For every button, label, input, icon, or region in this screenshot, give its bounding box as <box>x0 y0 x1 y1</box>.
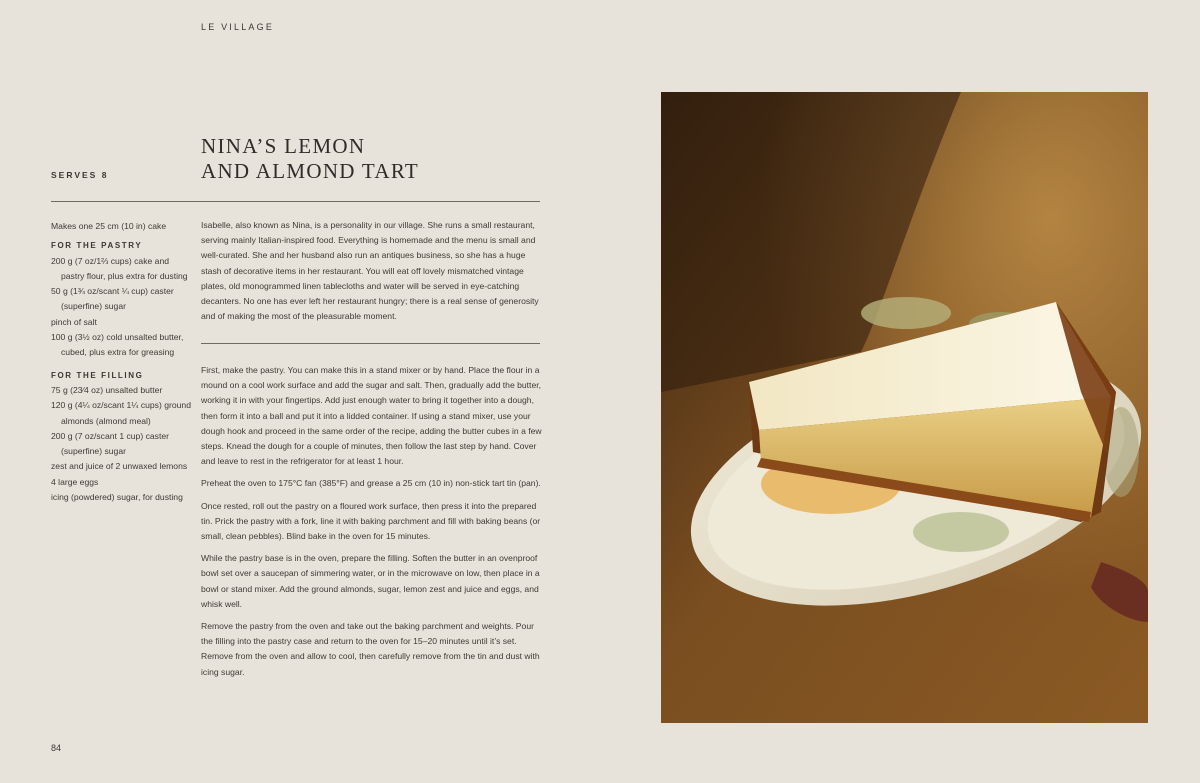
ingredient-item: 75 g (23⁄4 oz) unsalted butter <box>51 384 163 395</box>
method-step: First, make the pastry. You can make this in a stand mixer or by hand. Place the flour in a mound on a cool work surface and add the sugar and salt. Then, gradually add the butter, working it in with your fingertips. Add just enough water to bring it together into a dough, then form it into a ball and put it into a lidded container. If using a stand mixer, use your dough hook and proceed in the same order of the recipe, adding the butter cubes in a few steps. Knead the dough for a couple of minutes, then follow the last step by hand. Cover and leave to rest in the refrigerator for at least 1 hour. <box>201 365 542 467</box>
ingredient-item: 100 g (3½ oz) cold unsalted butter, cubed, plus extra for greasing <box>51 332 184 358</box>
intro-divider <box>201 343 540 344</box>
yield-text: Makes one 25 cm (10 in) cake <box>51 221 167 231</box>
ingredients-column <box>51 219 191 505</box>
recipe-title <box>201 134 419 184</box>
filling-heading: FOR THE FILLING <box>51 370 144 380</box>
page-number: 84 <box>51 743 62 753</box>
ingredient-item: pinch of salt <box>51 316 97 327</box>
method-step: While the pastry base is in the oven, prepare the filling. Soften the butter in an ovenproof bowl set over a saucepan of simmering water, or in the microwave on low, then place in a bowl or stand mixer. Add the ground almonds, sugar, lemon zest and juice and eggs, and whisk well. <box>201 553 540 609</box>
recipe-title-line-2: AND ALMOND TART <box>201 159 420 183</box>
ingredient-item: 200 g (7 oz/1⅔ cups) cake and pastry flour, plus extra for dusting <box>51 255 188 281</box>
intro-paragraph: Isabelle, also known as Nina, is a personality in our village. She runs a small restaurant, serving mainly Italian-inspired food. Everything is homemade and the menu is small and well-curated. She and her husband also run an antiques business, so she has a huge stash of decorative items in her restaurant. You will eat off lovely mismatched vintage plates, old monogrammed linen tablecloths and water will be served in eye-catching decanters. No one has ever left her restaurant hungry; there is a real sense of generosity and of making the most of the pleasurable moment. <box>201 220 539 322</box>
ingredient-item: 50 g (1¾ oz/scant ¼ cup) caster (superfine) sugar <box>51 286 174 312</box>
recipe-title-line-1: NINA’S LEMON <box>201 134 366 158</box>
ingredient-item: icing (powdered) sugar, for dusting <box>51 492 183 503</box>
ingredient-item: 200 g (7 oz/scant 1 cup) caster (superfine) sugar <box>51 430 169 457</box>
running-head: LE VILLAGE <box>201 22 275 32</box>
ingredient-item: 4 large eggs <box>51 476 99 487</box>
serves-label: SERVES 8 <box>51 170 109 180</box>
ingredient-item: 120 g (4¼ oz/scant 1¼ cups) ground almonds (almond meal) <box>51 400 191 426</box>
method-step: Once rested, roll out the pastry on a floured work surface, then press it into the prepared tin. Prick the pastry with a fork, line it with baking parchment and fill with baking beans (or small, clean pebbles). Blind bake in the oven for 15 minutes. <box>201 500 541 542</box>
method-step: Remove the pastry from the oven and take out the baking parchment and weights. Pour the filling into the pastry case and return to the oven for 15–20 minutes until it’s set. Remove from the oven and allow to cool, then carefully remove from the tin and dust with icing sugar. <box>201 621 540 677</box>
method-step: Preheat the oven to 175°C fan (385°F) and grease a 25 cm (10 in) non-stick tart tin (pan). <box>201 478 541 489</box>
method-column <box>201 363 543 687</box>
ingredient-item: zest and juice of 2 unwaxed lemons <box>51 461 188 472</box>
title-divider <box>51 201 540 202</box>
tart-photo <box>661 92 1148 723</box>
pastry-heading: FOR THE PASTRY <box>51 241 143 251</box>
